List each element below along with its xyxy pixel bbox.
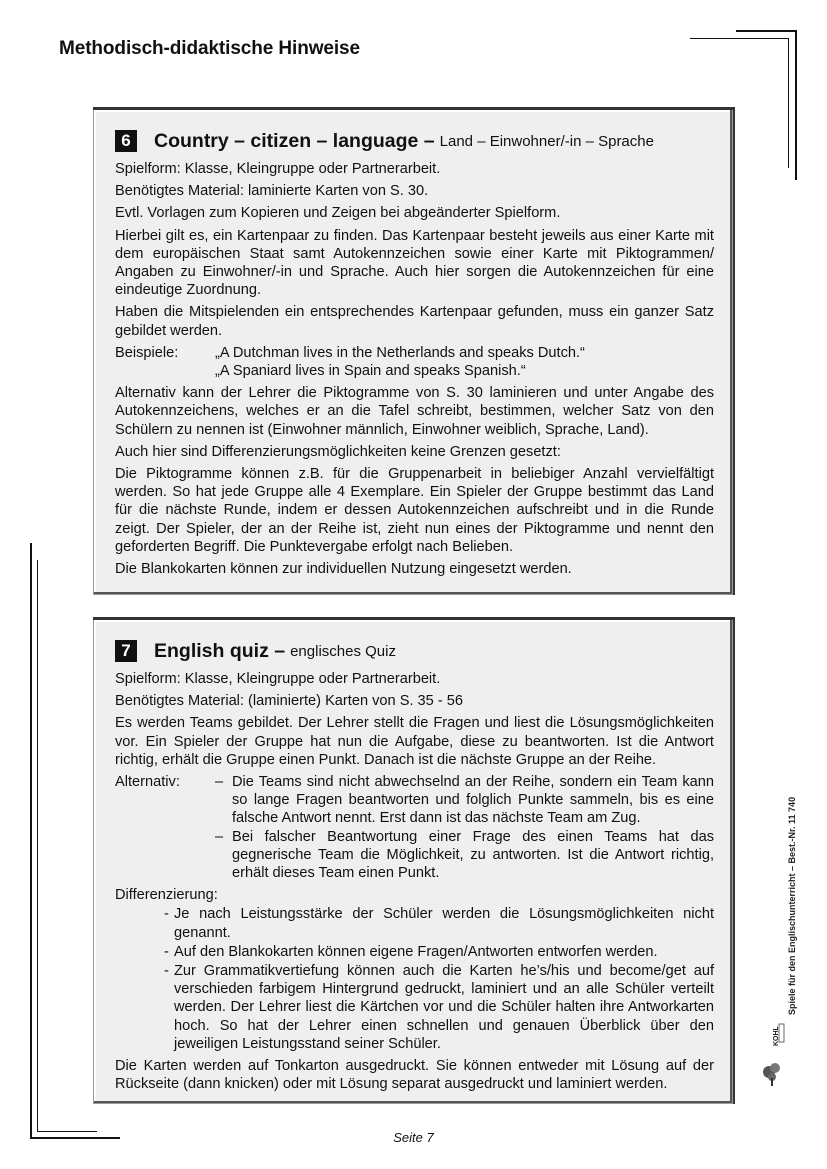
alternativ-item [215, 773, 714, 828]
section-7-material: Benötigtes Material: (laminierte) Karten von S. 35 - 56 [115, 693, 463, 710]
beispiel-2: „A Spaniard lives in Spain and speaks Spanish.“ [215, 363, 526, 380]
alternativ-item-text: Bei falscher Beantwortung einer Frage des einen Teams hat das gegnerische Team die Möglichkeit, zu antworten. Ist die Antwort richtig, erhält dieses Team einen Punkt. [232, 828, 714, 882]
frame-line-top-right-v2 [788, 38, 789, 168]
section-6-spielform: Spielform: Klasse, Kleingruppe oder Partnerarbeit. [115, 161, 441, 177]
section-6-paragraph-1: Hierbei gilt es, ein Kartenpaar zu finden. Das Kartenpaar besteht jeweils aus einer Karte mit dem europäischen Staat samt Autokennzeichen sowie einer Karte mit Piktogrammen/ Angaben zu Einwohner/-in und Sprache. Auch hier sorgen die Autokennzeichen für eine eindeutige Zuordnung. [115, 227, 714, 299]
section-7-spielform: Spielform: Klasse, Kleingruppe oder Partnerarbeit. [115, 671, 441, 687]
frame-line-top-right-v1 [795, 30, 797, 180]
differenzierung-label: Differenzierung: [115, 887, 218, 904]
alternativ-label: Alternativ: [115, 774, 180, 791]
differenzierung-item [164, 943, 714, 961]
frame-line-bottom-left-v1 [30, 543, 32, 1139]
differenzierung-list [164, 905, 714, 1053]
section-6-paragraph-6: Die Blankokarten können zur individuellen Nutzung eingesetzt werden. [115, 561, 572, 578]
list-dash: – [215, 828, 224, 845]
differenzierung-item [164, 962, 714, 1053]
page-footer: Seite 7 [393, 1130, 434, 1145]
differenzierung-item-text: Je nach Leistungsstärke der Schüler werden die Lösungsmöglichkeiten nicht genannt. [174, 906, 714, 941]
section-7-heading [115, 636, 714, 666]
section-7-alternativ [115, 773, 714, 882]
differenzierung-item-text: Zur Grammatikvertiefung können auch die Karten he’s/his und become/get auf verschieden farbigem Hintergrund gedruckt, laminiert und an alle Schüler verteilt werden. Der Lehrer liest die Kärtchen vor und die Schüler halten ihre Antworkarten hoch. So hat der Lehrer einen schnellen und genauen Überblick über den jeweiligen Leistungsstand seiner Schüler. [174, 963, 714, 1052]
section-6-paragraph-2: Haben die Mitspielenden ein entsprechendes Kartenpaar gefunden, muss ein ganzer Satz gebildet werden. [115, 304, 714, 339]
section-7-title: English quiz – [154, 639, 286, 662]
list-dash: – [215, 774, 224, 791]
section-6-vorlagen: Evtl. Vorlagen zum Kopieren und Zeigen bei abgeänderter Spielform. [115, 205, 561, 222]
list-dash: - [164, 943, 169, 960]
beispiel-1: „A Dutchman lives in the Netherlands and speaks Dutch.“ [215, 344, 585, 361]
publisher-logo: KOHL [761, 1020, 785, 1088]
section-7-paragraph-end: Die Karten werden auf Tonkarton ausgedruckt. Sie können entweder mit Lösung auf der Rückseite (dann knicken) oder mit Lösung separat ausgedruckt und laminiert werden. [115, 1058, 714, 1093]
section-6-number: 6 [115, 130, 137, 152]
frame-line-top-right-h2 [690, 38, 789, 39]
section-7-box [93, 619, 733, 1104]
section-6-heading [115, 126, 714, 156]
beispiele-label: Beispiele: [115, 344, 179, 361]
section-7-number: 7 [115, 640, 137, 662]
section-6-title: Country – citizen – language – [154, 129, 435, 152]
section-6-material: Benötigtes Material: laminierte Karten von S. 30. [115, 183, 429, 200]
section-6-paragraph-3: Alternativ kann der Lehrer die Piktogramme von S. 30 laminieren und unter Angabe des Autokennzeichens, welches er an die Tafel schreibt, bestimmen, welcher Satz von den Schülern zu nennen ist (Einwohner männlich, Einwohner weiblich, Sprache, Land). [115, 385, 714, 438]
alternativ-item [215, 828, 714, 883]
section-7-paragraph-1: Es werden Teams gebildet. Der Lehrer stellt die Fragen und liest die Lösungsmöglichkeiten vor. Ein Spieler der Gruppe hat nun die Aufgabe, diese zu beantworten. Ist die Antwort richtig, erhält die Gruppe einen Punkt. Danach ist die nächste Gruppe an der Reihe. [115, 715, 714, 768]
alternativ-item-text: Die Teams sind nicht abwechselnd an der Reihe, sondern ein Team kann so lange Fragen beantworten und folglich Punkte sammeln, bis es eine falsche Antwort nennt. Erst dann ist das nächste Team am Zug. [232, 774, 714, 827]
section-6-paragraph-5: Die Piktogramme können z.B. für die Gruppenarbeit in beliebiger Anzahl vervielfältigt werden. So hat jede Gruppe alle 4 Exemplare. Ein Spieler der Gruppe bestimmt das Land für die nächste Runde, indem er dessen Autokennzeichen aufschreibt und in die Runde zeigt. Der Spieler, der an der Reihe ist, zieht nun eines der Piktogramme und nennt den geforderten Begriff. Die Punktevergabe erfolgt nach Belieben. [115, 466, 714, 555]
section-6-subtitle: Land – Einwohner/-in – Sprache [439, 132, 654, 150]
side-caption-text: Spiele für den Englischunterricht – Best.-Nr. 11 740 [787, 796, 797, 1015]
section-6-box [93, 109, 733, 595]
frame-line-top-right-h1 [736, 30, 796, 32]
differenzierung-item [164, 905, 714, 941]
section-6-beispiele [115, 344, 714, 380]
differenzierung-item-text: Auf den Blankokarten können eigene Fragen/Antworten entworfen werden. [174, 943, 658, 960]
section-7-subtitle: englisches Quiz [290, 642, 396, 660]
section-6-paragraph-4: Auch hier sind Differenzierungsmöglichkeiten keine Grenzen gesetzt: [115, 443, 561, 460]
page-title: Methodisch-didaktische Hinweise [59, 38, 360, 59]
list-dash: - [164, 906, 169, 923]
list-dash: - [164, 963, 169, 980]
frame-line-bottom-left-v2 [37, 560, 38, 1132]
